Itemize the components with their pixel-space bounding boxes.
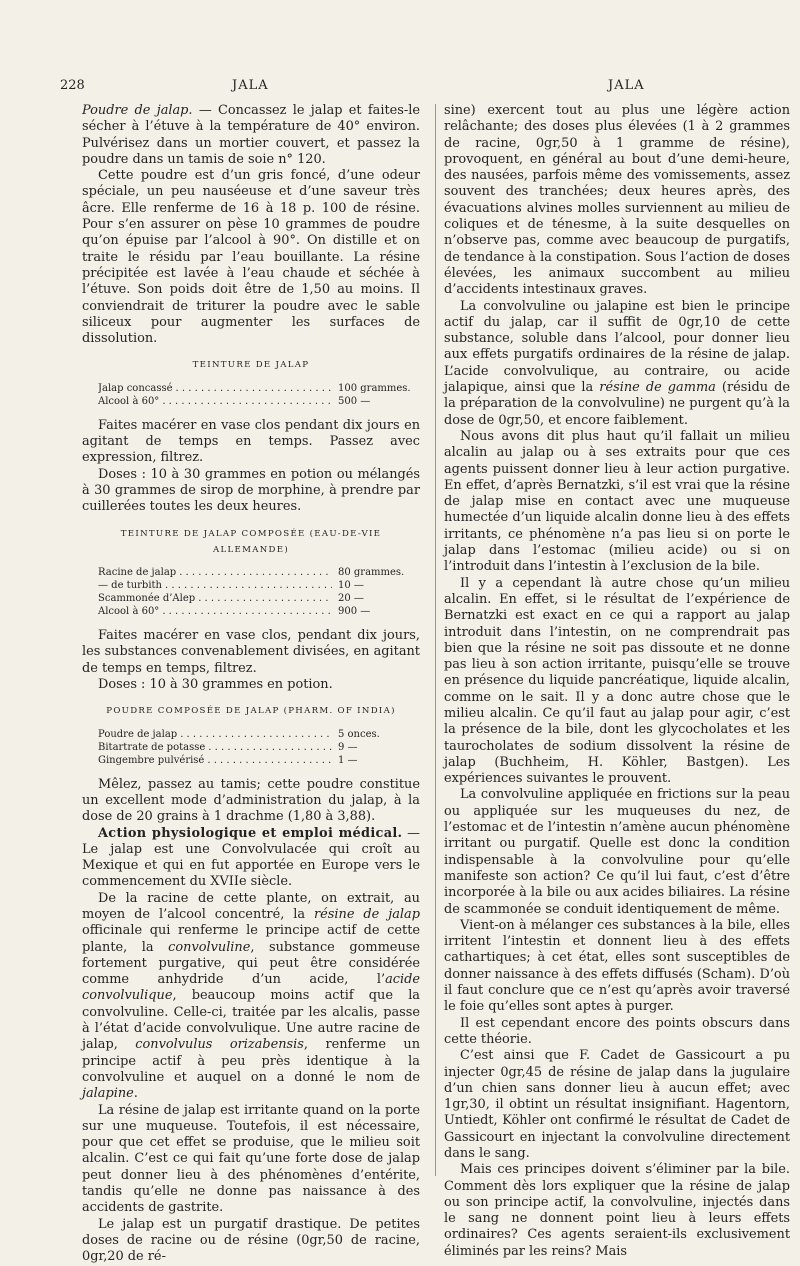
recipe-row: — de turbith . . . 10 — [98, 579, 412, 592]
recipe-row: Scammonée d’Alep . . . 20 — [98, 592, 412, 605]
recipe-table [98, 382, 412, 408]
paragraph: Le jalap est un purgatif drastique. De petites doses de racine ou de résine (0gr,50 de racine, 0gr,20 de ré- [82, 1216, 420, 1265]
paragraph: C’est ainsi que F. Cadet de Gassicourt a pu injecter 0gr,45 de résine de jalap dans la jugulaire d’un chien sans donner lieu à aucun effet; avec 1gr,30, il obtint un résultat insignifiant. Hagentorn, Untiedt, Köhler ont confirmé le résultat de Cadet de Gassicourt en injectant la convolvuline directement dans le sang. [444, 1048, 790, 1161]
recipe-title: TEINTURE DE JALAP COMPOSÉE (EAU-DE-VIE ALLEMANDE) [120, 528, 382, 555]
recipe-row: Poudre de jalap . . . 5 onces. [98, 728, 412, 741]
paragraph: Faites macérer en vase clos pendant dix jours en agitant de temps en temps. Passez avec expression, filtrez. [82, 417, 420, 466]
recipe-row: Jalap concassé . . . 100 grammes. [98, 382, 412, 395]
recipe-title: POUDRE COMPOSÉE DE JALAP (PHARM. OF INDIA) [106, 706, 396, 717]
paragraph: Doses : 10 à 30 grammes en potion. [98, 677, 333, 693]
paragraph: Nous avons dit plus haut qu’il fallait un milieu alcalin au jalap ou à ses extraits pour que ces agents puissent donner lieu à leur action purgative. En effet, d’après Bernatzki, s’il est vrai que la résine de jalap mise en contact avec une muqueuse humectée d’un liquide alcalin donne lieu à des effets irritants, ce phénomène n’a pas lieu si on porte le jalap dans l’estomac (milieu acide) ou si on l’introduit dans l’intestin à l’exclusion de la bile. [444, 428, 790, 575]
section-paragraph: Action physiologique et emploi médical. — Le jalap est une Convolvulacée qui croît au Mexique et qui en fut apportée en Europe vers le commencement du XVIIe siècle. [82, 825, 420, 890]
right-running-title: JALA [608, 78, 645, 93]
paragraph: La résine de jalap est irritante quand on la porte sur une muqueuse. Toutefois, il est nécessaire, pour que cet effet se produise, que le milieu soit alcalin. C’est ce qui fait qu’une forte dose de jalap peut donner lieu à des phénomènes d’entérite, tandis qu’elle ne donne pas naissance à des accidents de gastrite. [82, 1102, 420, 1216]
recipe-row: Alcool à 60° . . . 500 — [98, 395, 412, 408]
paragraph: De la racine de cette plante, on extrait, au moyen de l’alcool concentré, la résine de jalap officinale qui renferme le principe actif de cette plante, la convolvuline, substance gommeuse fortement purgative, qui peut être considérée comme anhydride d’un acide, l’acide convolvulique, beaucoup moins actif que la convolvuline. Celle-ci, traitée par les alcalis, passe à l’état d’acide convolvulique. Une autre racine de jalap, convolvulus orizabensis, renferme un principe actif à peu près identique à la convolvuline et auquel on a donné le nom de jalapine. [82, 890, 421, 1102]
paragraph: sine) exercent tout au plus une légère action relâchante; des doses plus élevées (1 à 2 grammes de racine, 0gr,50 à 1 gramme de résine), provoquent, en général au bout d’une demi-heure, des nausées, parfois même des vomissements, assez souvent des tranchées; deux heures après, des évacuations alvines molles surviennent au milieu de coliques et de ténesme, à la suite desquelles on n’observe pas, comme avec beaucoup de purgatifs, de tendance à la constipation. Sous l’action de doses élevées, les animaux succombent au milieu d’accidents intestinaux graves. [444, 103, 790, 298]
paragraph: Poudre de jalap. — Concassez le jalap et faites-le sécher à l’étuve à la température de 40° environ. Pulvérisez dans un mortier couvert, et passez la poudre dans un tamis de soie n° 120. [82, 103, 421, 167]
column-divider [435, 104, 436, 1176]
section-heading: Action physiologique et emploi médical. [98, 825, 403, 841]
running-header [0, 78, 800, 98]
paragraph: Vient-on à mélanger ces substances à la bile, elles irritent l’intestin et donnent lieu à des effets cathartiques; à cet état, elles sont susceptibles de donner naissance à des effets diffusés (Scham). D’où il faut conclure que ce n’est qu’après avoir traversé le foie qu’elles sont aptes à purger. [444, 917, 790, 1015]
recipe-table [98, 728, 412, 767]
recipe-row: Racine de jalap . . . 80 grammes. [98, 566, 412, 579]
paragraph: La convolvuline ou jalapine est bien le principe actif du jalap, car il suffit de 0gr,10 de cette substance, soluble dans l’alcool, pour donner lieu aux effets purgatifs ordinaires de la résine de jalap. L’acide convolvulique, au contraire, ou acide jalapique, ainsi que la résine de gamma (résidu de la préparation de la convolvuline) ne purgent qu’à la dose de 0gr,50, et encore faiblement. [444, 298, 791, 428]
paragraph: Mais ces principes doivent s’éliminer par la bile. Comment dès lors expliquer que la résine de jalap ou son principe actif, la convolvuline, injectés dans le sang ne donnent point lieu à leurs effets ordinaires? Ces agents seraient-ils exclusivement éliminés par les reins? Mais [444, 1162, 790, 1259]
paragraph: Mêlez, passez au tamis; cette poudre constitue un excellent mode d’administration du jalap, à la dose de 20 grains à 1 drachme (1,80 à 3,88). [82, 776, 420, 825]
paragraph: Cette poudre est d’un gris foncé, d’une odeur spéciale, un peu nauséeuse et d’une saveur très âcre. Elle renferme de 16 à 18 p. 100 de résine. Pour s’en assurer on pèse 10 grammes de poudre qu’on épuise par l’alcool à 90°. On distille et on traite le résidu par l’eau bouillante. La résine précipitée est lavée à l’eau chaude et séchée à l’étuve. Son poids doit être de 1,50 au moins. Il conviendrait de triturer la poudre avec le sable siliceux pour augmenter les surfaces de dissolution. [82, 168, 420, 347]
right-column [444, 103, 790, 1260]
recipe-table [98, 566, 412, 618]
page-number: 228 [60, 78, 85, 93]
recipe-row: Gingembre pulvérisé . . . 1 — [98, 754, 412, 767]
recipe-row: Bitartrate de potasse . . . 9 — [98, 741, 412, 754]
paragraph: Il est cependant encore des points obscurs dans cette théorie. [444, 1015, 790, 1047]
paragraph: Faites macérer en vase clos, pendant dix jours, les substances convenablement divisées, en agitant de temps en temps, filtrez. [82, 628, 420, 676]
paragraph: Doses : 10 à 30 grammes en potion ou mélangés à 30 grammes de sirop de morphine, à prendre par cuillerées toutes les deux heures. [82, 466, 420, 515]
left-column [82, 103, 420, 1266]
paragraph: Il y a cependant là autre chose qu’un milieu alcalin. En effet, si le résultat de l’expérience de Bernatzki est exact en ce qui a rapport au jalap introduit dans l’intestin, on ne comprendrait pas bien que la résine ne soit pas dissoute et ne donne pas lieu à son action irritante, puisqu’elle se trouve en présence du liquide pancréatique, liquide alcalin, comme on le sait. Il y a donc autre chose que le milieu alcalin. Ce qu’il faut au jalap pour agir, c’est la présence de la bile, dont les glycocholates et les taurocholates de sodium dissolvent la résine de jalap (Buchheim, H. Köhler, Bastgen). Les expériences suivantes le prouvent. [444, 575, 790, 787]
recipe-title: TEINTURE DE JALAP [192, 360, 310, 371]
recipe-row: Alcool à 60° . . . 900 — [98, 605, 412, 618]
paragraph: La convolvuline appliquée en frictions sur la peau ou appliquée sur les muqueuses du nez, de l’estomac et de l’intestin n’amène aucun phénomène irritant ou purgatif. Quelle est donc la condition indispensable à la convolvuline pour qu’elle manifeste son action? Ce qu’il lui faut, c’est d’être incorporée à la bile ou aux acides biliaires. La résine de scammonée se conduit identiquement de même. [444, 787, 790, 917]
left-running-title: JALA [232, 78, 269, 93]
